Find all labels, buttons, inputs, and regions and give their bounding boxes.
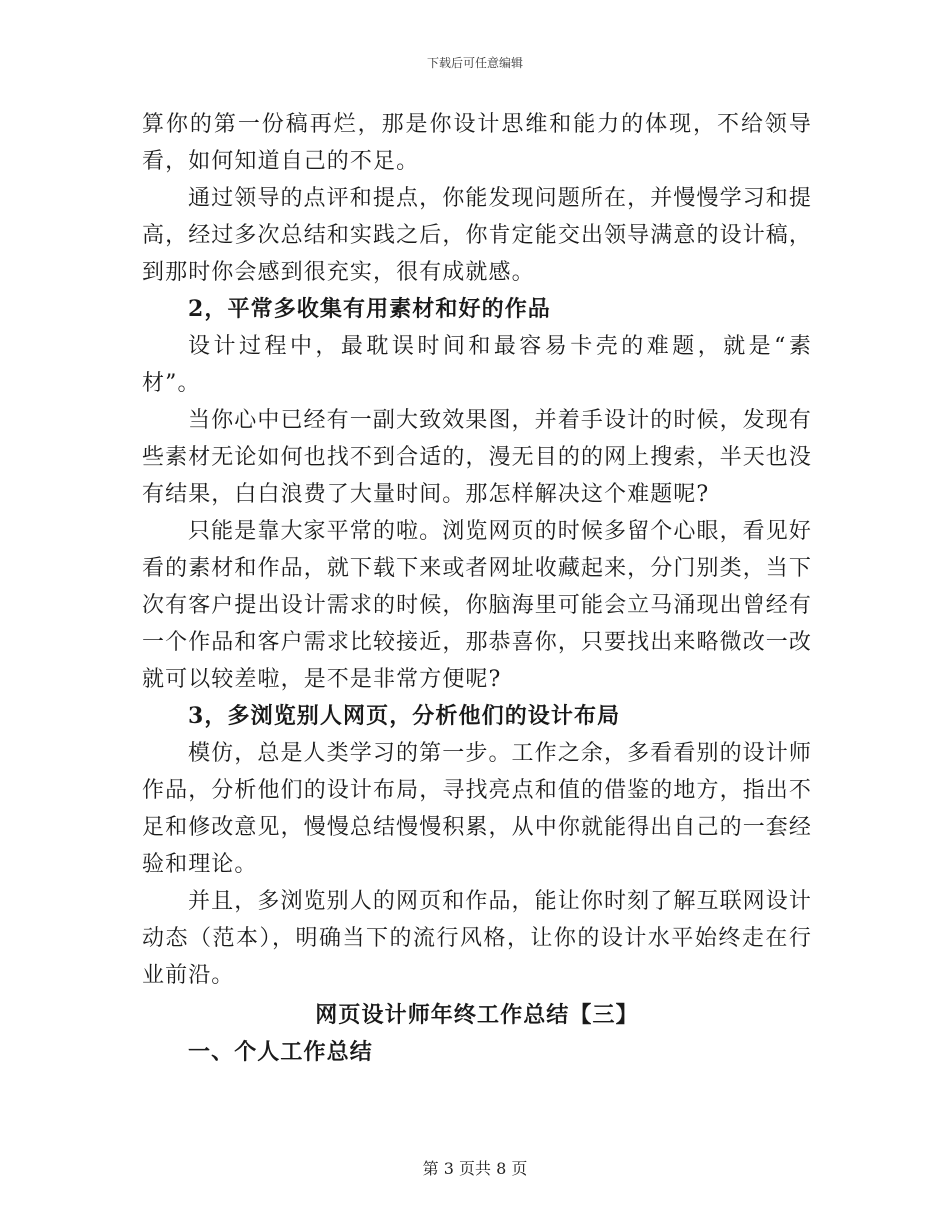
page-footer: 第 3 页共 8 页	[422, 1159, 528, 1178]
section-title: 网页设计师年终工作总结【三】	[315, 1002, 639, 1028]
heading-personal-summary: 一、个人工作总结	[188, 1039, 373, 1065]
paragraph-4: 当你心中已经有一副大致效果图，并着手设计的时候，发现有些素材无论如何也找不到合适的，漫无目的的网上搜索，半天也没有结果，白白浪费了大量时间。那怎样解决这个难题呢?	[142, 408, 812, 507]
heading-collect-materials: 2，平常多收集有用素材和好的作品	[188, 296, 551, 322]
paragraph-7: 并且，多浏览别人的网页和作品，能让你时刻了解互联网设计动态（范本），明确当下的流行风格，让你的设计水平始终走在行业前沿。	[142, 889, 812, 988]
paragraph-1: 算你的第一份稿再烂，那是你设计思维和能力的体现，不给领导看，如何知道自己的不足。	[142, 112, 812, 174]
paragraph-6: 模仿，总是人类学习的第一步。工作之余，多看看别的设计师作品，分析他们的设计布局，寻找亮点和值的借鉴的地方，指出不足和修改意见，慢慢总结慢慢积累，从中你就能得出自己的一套经验和理论。	[142, 741, 812, 877]
document-body	[142, 106, 812, 1071]
paragraph-3: 设计过程中，最耽误时间和最容易卡壳的难题，就是“素材”。	[142, 334, 812, 396]
heading-browse-pages: 3，多浏览别人网页，分析他们的设计布局	[188, 703, 621, 729]
page-header: 下载后可任意编辑	[426, 56, 523, 70]
paragraph-2: 通过领导的点评和提点，你能发现问题所在，并慢慢学习和提高，经过多次总结和实践之后，你肯定能交出领导满意的设计稿，到那时你会感到很充实，很有成就感。	[142, 186, 812, 285]
paragraph-5: 只能是靠大家平常的啦。浏览网页的时候多留个心眼，看见好看的素材和作品，就下载下来或者网址收藏起来，分门别类，当下次有客户提出设计需求的时候，你脑海里可能会立马涌现出曾经有一个作品和客户需求比较接近，那恭喜你，只要找出来略微改一改就可以较差啦，是不是非常方便呢?	[142, 519, 812, 692]
